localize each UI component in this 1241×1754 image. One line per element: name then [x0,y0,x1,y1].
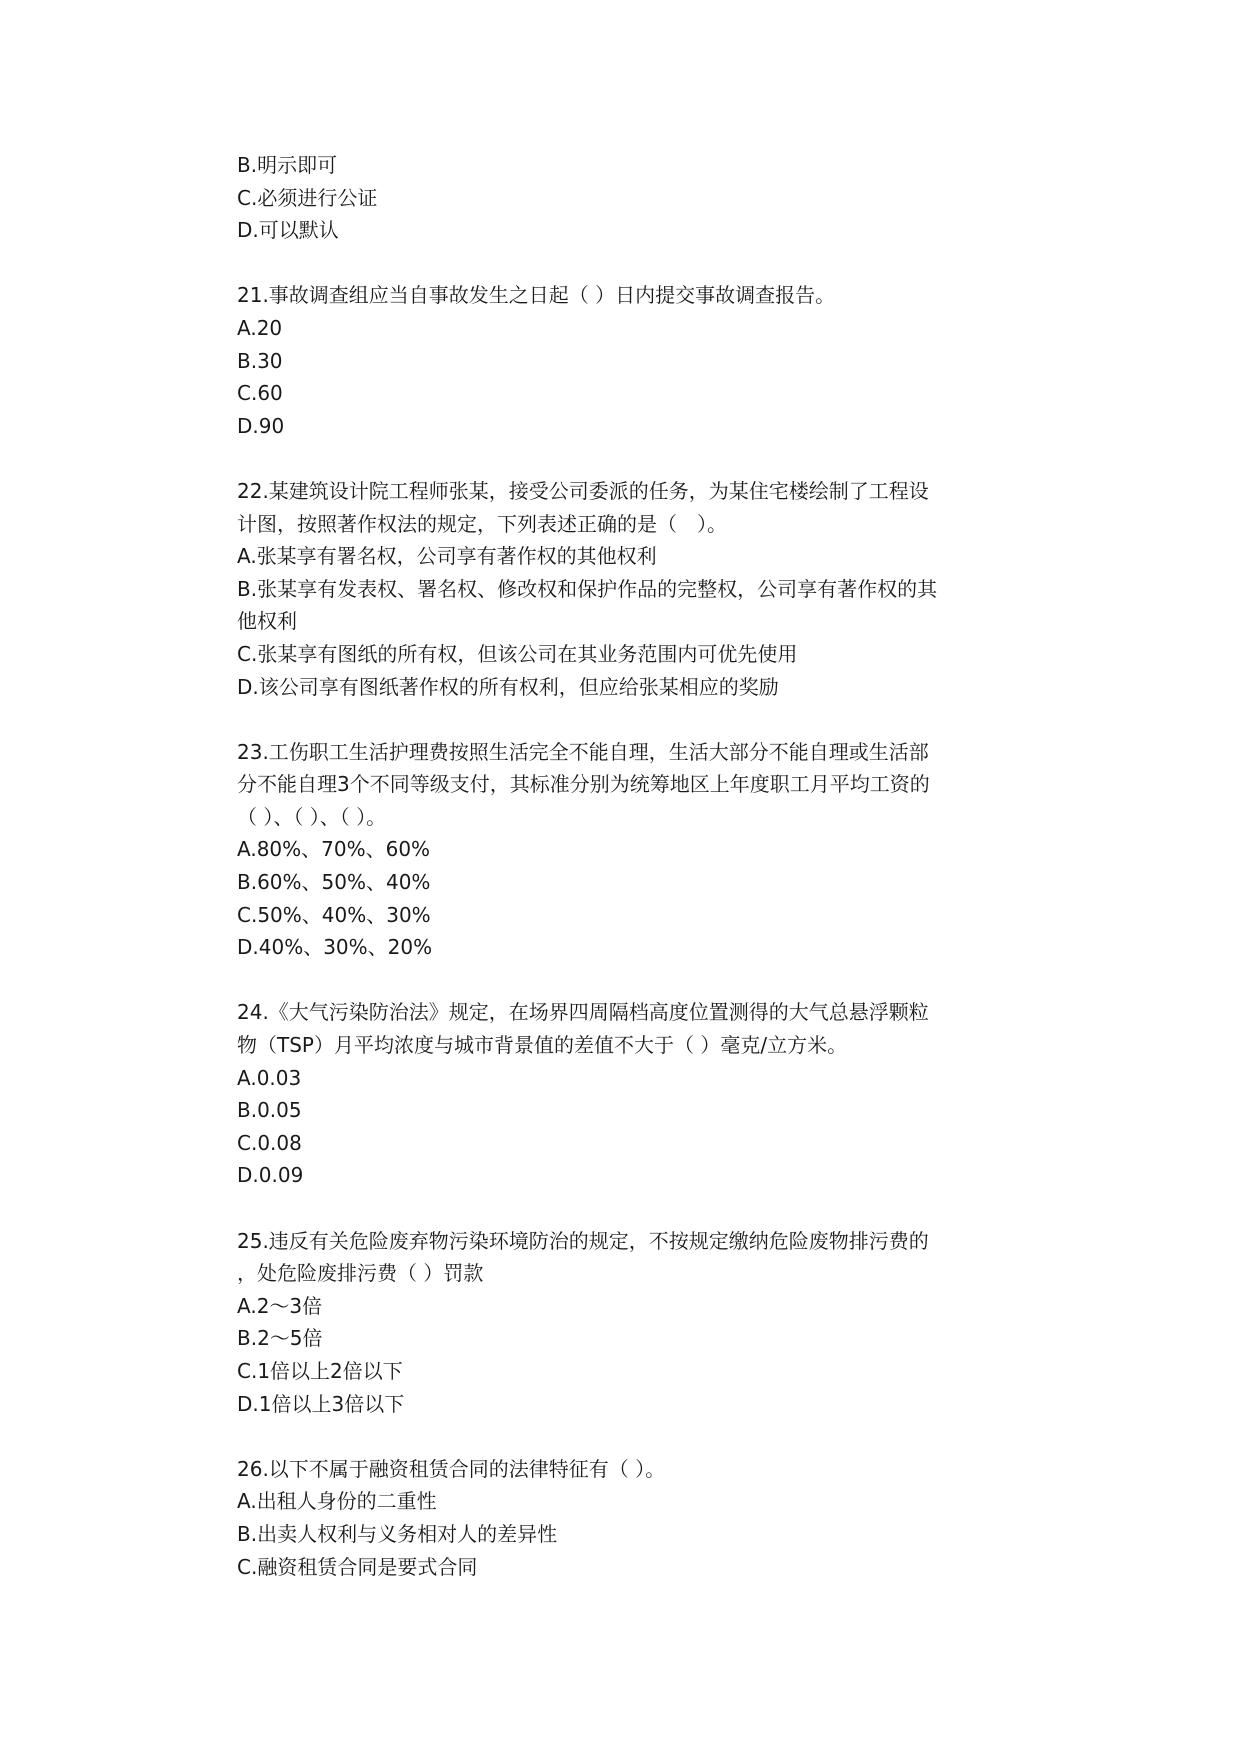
option: 他权利 [237,609,297,634]
option: C.1倍以上2倍以下 [237,1358,403,1383]
option: A.0.03 [237,1065,302,1090]
question-text: ，处危险废排污费（ ）罚款 [237,1261,484,1286]
option: C.融资租赁合同是要式合同 [237,1554,478,1579]
question-text: 21.事故调查组应当自事故发生之日起（ ）日内提交事故调查报告。 [237,283,836,308]
option: C.0.08 [237,1130,302,1155]
question-text: 24.《大气污染防治法》规定，在场界四周隔档高度位置测得的大气总悬浮颗粒 [237,1000,929,1025]
option: B.30 [237,348,283,373]
option: A.2～3倍 [237,1293,323,1318]
option: C.张某享有图纸的所有权，但该公司在其业务范围内可优先使用 [237,641,798,666]
option: A.张某享有署名权，公司享有著作权的其他权利 [237,544,657,569]
document-page [237,149,1017,1583]
question-23 [237,736,1017,964]
option: A.80%、70%、60% [237,837,431,862]
option: B.0.05 [237,1098,302,1123]
question-25 [237,1225,1017,1421]
question-text: 26.以下不属于融资租赁合同的法律特征有（ ）。 [237,1456,666,1481]
question-text: 22.某建筑设计院工程师张某，接受公司委派的任务，为某住宅楼绘制了工程设 [237,478,929,503]
option: D.可以默认 [237,218,339,243]
option: C.必须进行公证 [237,185,378,210]
lead-options [237,149,1017,247]
option: B.出卖人权利与义务相对人的差异性 [237,1521,558,1546]
question-text: 计图，按照著作权法的规定，下列表述正确的是（ ）。 [237,511,727,536]
option: B.2～5倍 [237,1326,323,1351]
option: D.0.09 [237,1163,304,1188]
option: A.出租人身份的二重性 [237,1489,437,1514]
option: C.60 [237,381,283,406]
question-text: （ ）、（ ）、（ ）。 [237,804,387,829]
question-21 [237,279,1017,442]
option: D.90 [237,413,285,438]
option: B.明示即可 [237,153,338,177]
option: A.20 [237,315,283,340]
option: D.40%、30%、20% [237,935,433,960]
question-text: 25.违反有关危险废弃物污染环境防治的规定，不按规定缴纳危险废物排污费的 [237,1228,929,1253]
question-text: 分不能自理3个不同等级支付，其标准分别为统筹地区上年度职工月平均工资的 [237,772,930,797]
question-24 [237,996,1017,1192]
option: D.1倍以上3倍以下 [237,1391,405,1416]
option: C.50%、40%、30% [237,902,431,927]
question-26 [237,1453,1017,1583]
option: B.张某享有发表权、署名权、修改权和保护作品的完整权，公司享有著作权的其 [237,576,938,601]
question-text: 物（TSP）月平均浓度与城市背景值的差值不大于（ ）毫克/立方米。 [237,1033,848,1058]
question-text: 23.工伤职工生活护理费按照生活完全不能自理，生活大部分不能自理或生活部 [237,739,929,764]
option: B.60%、50%、40% [237,870,431,895]
question-22 [237,475,1017,703]
option: D.该公司享有图纸著作权的所有权利，但应给张某相应的奖励 [237,674,779,699]
